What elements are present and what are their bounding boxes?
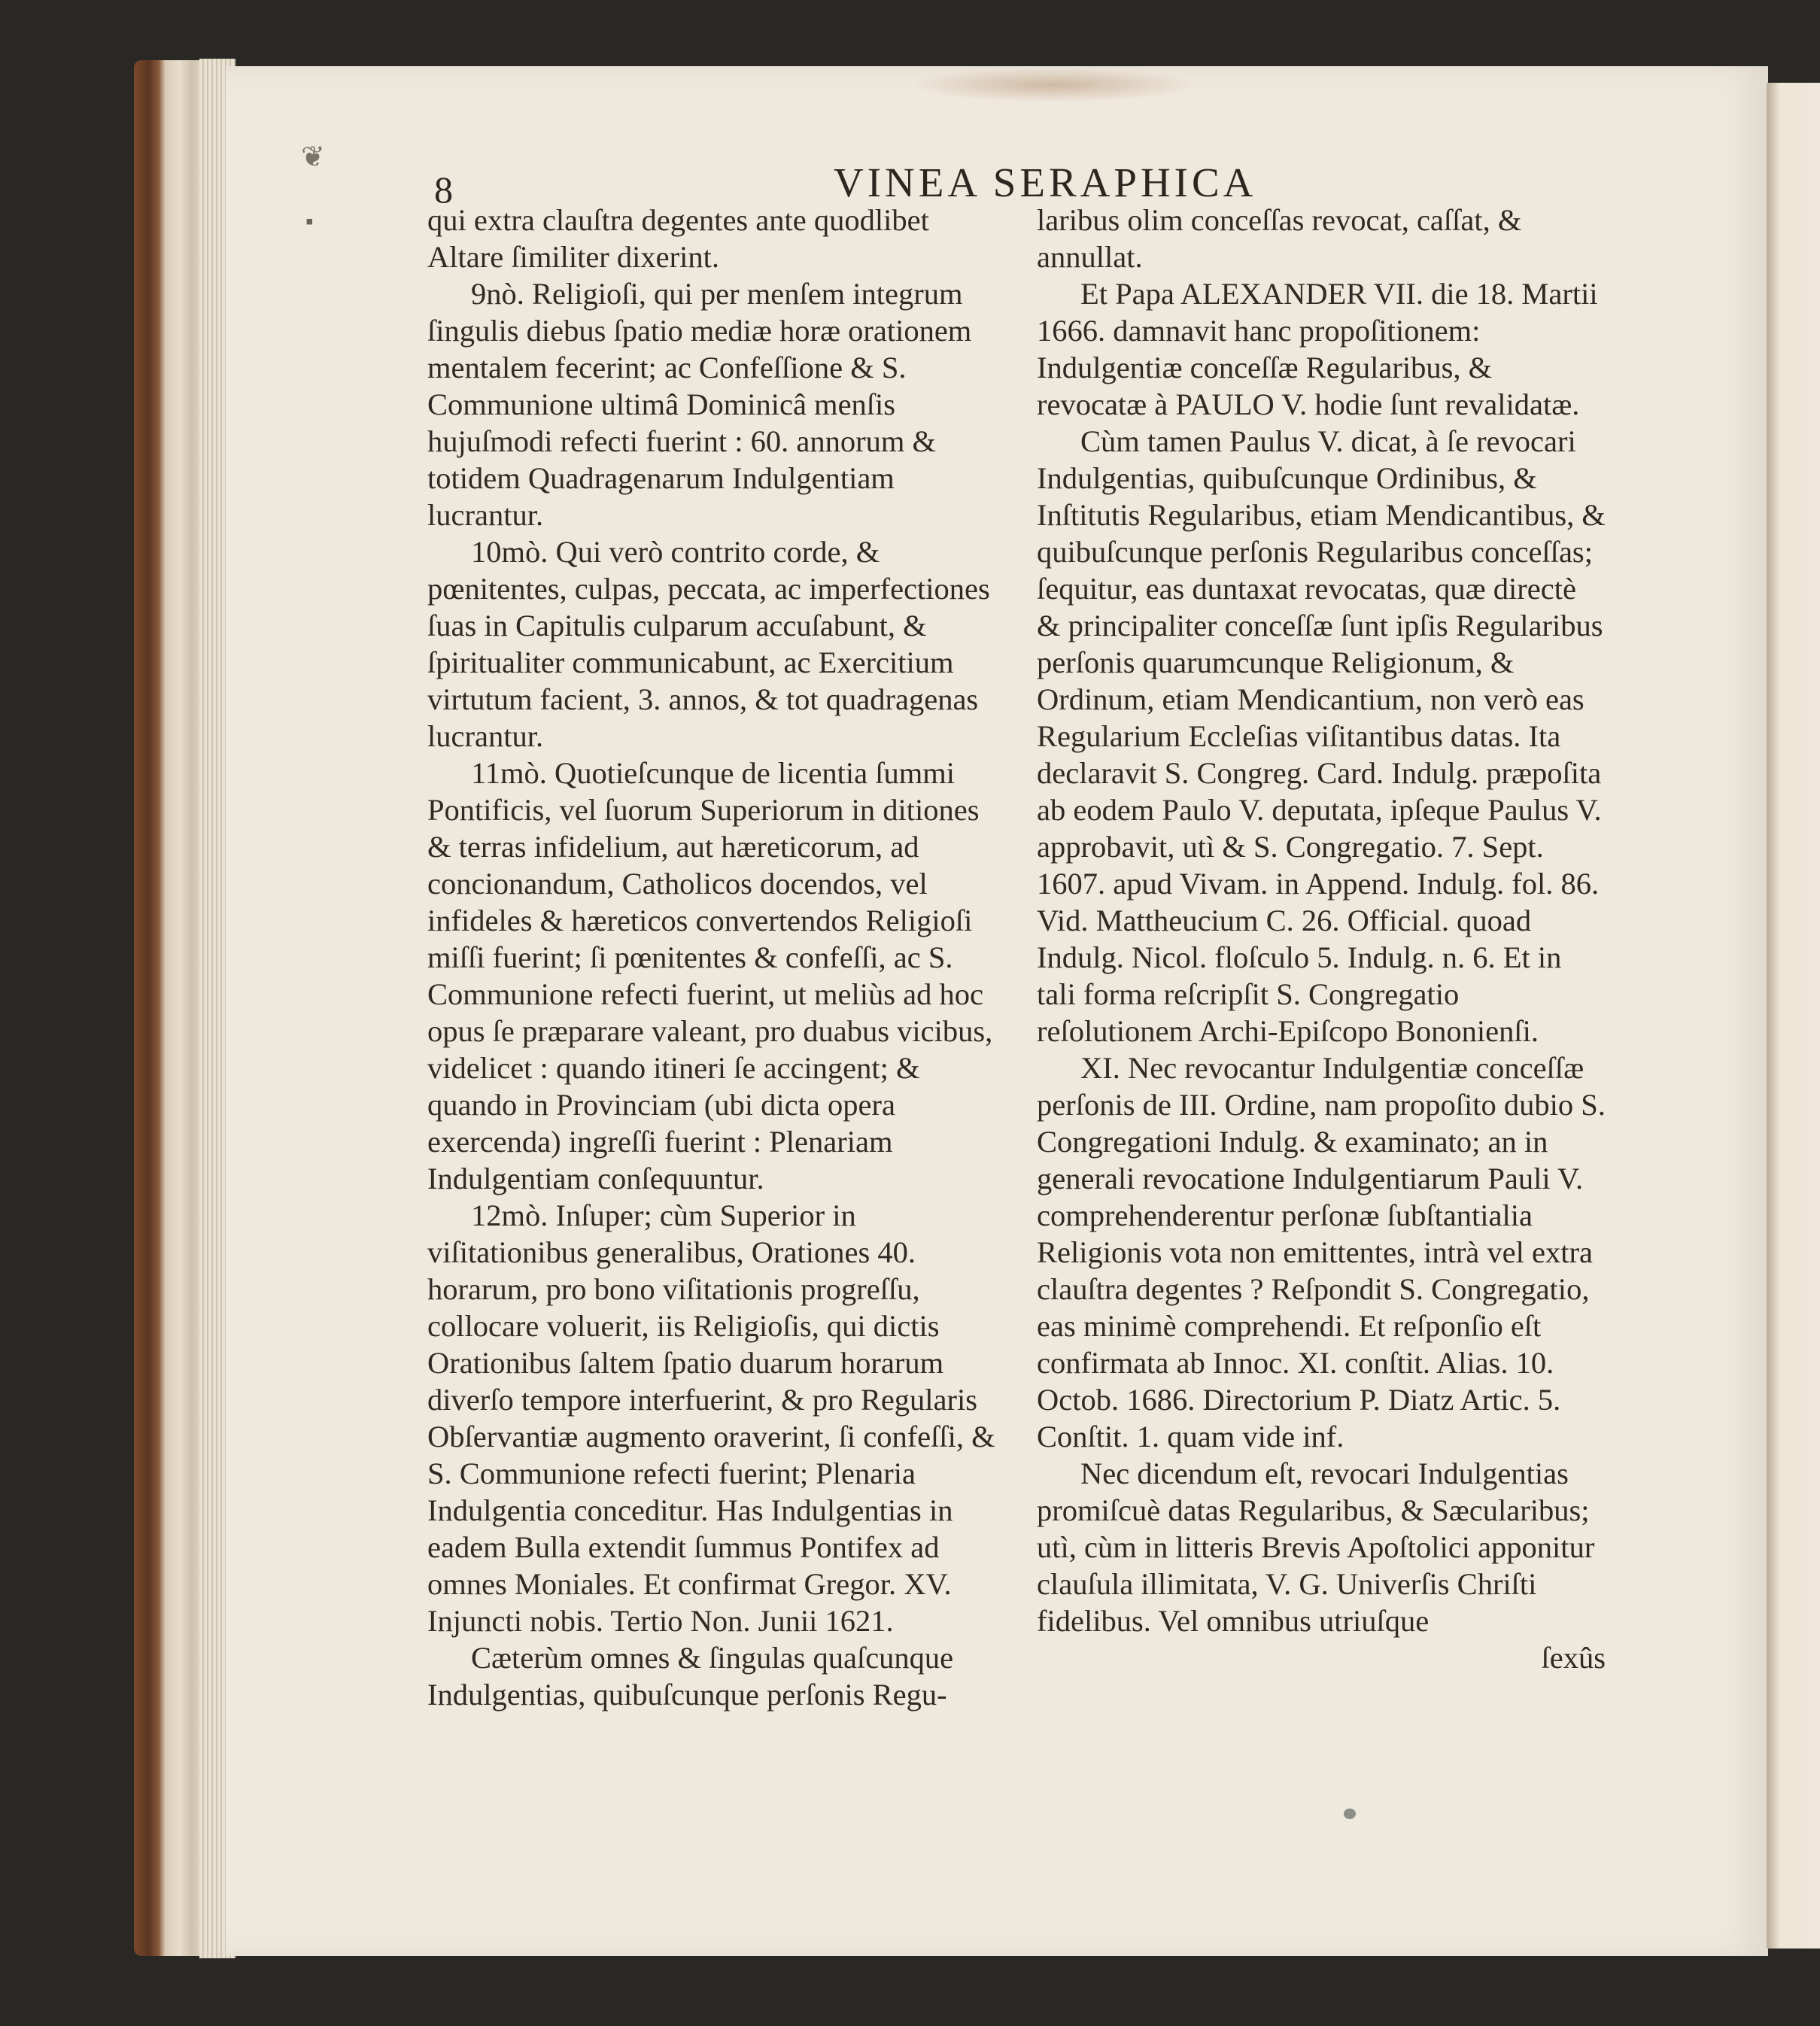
- paragraph: Et Papa ALEXANDER VII. die 18. Martii 1666. damnavit hanc propoſitionem: Indulgentiæ conceſſæ Regularibus, & revocatæ à PAULO V. hodie ſunt revalidatæ.: [1037, 277, 1598, 421]
- left-column: [427, 202, 1007, 1713]
- paper-speck: [1344, 1809, 1356, 1819]
- paragraph: 10mò. Qui verò contrito corde, & pœnitentes, culpas, peccata, ac imperfectiones ſuas in Capitulis culparum accuſabunt, & ſpiritualiter communicabunt, ac Exercitium virtutum facient, 3. annos, & tot quadragenas lucrantur.: [427, 535, 990, 753]
- paragraph: 12mò. Inſuper; cùm Superior in viſitationibus generalibus, Orationes 40. horarum, pro bono viſitationis progreſſu, collocare voluerit, iis Religioſis, qui dictis Orationibus ſaltem ſpatio duarum horarum diverſo tempore interfuerint, & pro Regularis Obſervantiæ augmento oraverint, ſi confeſſi, & S. Communione refecti fuerint; Plenaria Indulgentia conceditur. Has Indulgentias in eadem Bulla extendit ſummus Pontifex ad omnes Moniales. Et confirmat Gregor. XV. Injuncti nobis. Tertio Non. Junii 1621.: [427, 1198, 995, 1638]
- catchword: ſexûs: [1541, 1641, 1606, 1675]
- ornament-icon: ❦: [301, 141, 325, 173]
- paragraph: qui extra clauſtra degentes ante quodlibet Altare ſimiliter dixerint.: [427, 203, 929, 274]
- page-number: 8: [434, 169, 453, 211]
- running-head: VINEA SERAPHICA: [834, 159, 1257, 205]
- paragraph: Cæterùm omnes & ſingulas quaſcunque Indulgentias, quibuſcunque perſonis Regu-: [427, 1641, 954, 1712]
- water-stain: [910, 68, 1196, 102]
- paragraph: Cùm tamen Paulus V. dicat, à ſe revocari Indulgentias, quibuſcunque Ordinibus, & Inſtitutis Regularibus, etiam Mendicantibus, & quibuſcunque perſonis Regularibus conceſſas; ſequitur, eas duntaxat revocatas, quæ directè & principaliter conceſſæ ſunt ipſis Regularibus perſonis quarumcunque Religionum, & Ordinum, etiam Mendicantium, non verò eas Regularium Eccleſias viſitantibus datas. Ita declaravit S. Congreg. Card. Indulg. præpoſita ab eodem Paulo V. deputata, ipſeque Paulus V. approbavit, utì & S. Congregatio. 7. Sept. 1607. apud Vivam. in Append. Indulg. fol. 86. Vid. Mattheucium C. 26. Official. quoad Indulg. Nicol. floſculo 5. Indulg. n. 6. Et in tali forma reſcripſit S. Congregatio reſolutionem Archi-Epiſcopo Bononienſi.: [1037, 424, 1606, 1048]
- paragraph: XI. Nec revocantur Indulgentiæ conceſſæ perſonis de III. Ordine, nam propoſito dubio S. Congregationi Indulg. & examinato; an in generali revocatione Indulgentiarum Pauli V. comprehenderentur perſonæ ſubſtantialia Religionis vota non emittentes, intrà vel extra clauſtra degentes ? Reſpondit S. Congregatio, eas minimè comprehendi. Et reſponſio eſt confirmata ab Innoc. XI. conſtit. Alias. 10. Octob. 1686. Directorium P. Diatz Artic. 5. Conſtit. 1. quam vide inf.: [1037, 1051, 1606, 1453]
- paragraph: 11mò. Quotieſcunque de licentia ſummi Pontificis, vel ſuorum Superiorum in ditiones & terras infidelium, aut hæreticorum, ad concionandum, Catholicos docendos, vel infideles & hæreticos convertendos Religioſi miſſi fuerint; ſi pœnitentes & confeſſi, ac S. Communione refecti fuerint, ut meliùs ad hoc opus ſe præparare valeant, pro duabus vicibus, videlicet : quando itineri ſe accingent; & quando in Provinciam (ubi dicta opera exercenda) ingreſſi fuerint : Plenariam Indulgentiam conſequuntur.: [427, 756, 993, 1195]
- paragraph: Nec dicendum eſt, revocari Indulgentias promiſcuè datas Regularibus, & Sæcularibus; utì, cùm in litteris Brevis Apoſtolici apponitur clauſula illimitata, V. G. Univerſis Chriſti fidelibus. Vel omnibus utriuſque: [1037, 1456, 1595, 1638]
- paragraph: laribus olim conceſſas revocat, caſſat, & annullat.: [1037, 203, 1522, 274]
- facing-page-edge: [1767, 83, 1820, 1949]
- margin-mark: ▪: [305, 209, 314, 234]
- paragraph: 9nò. Religioſi, qui per menſem integrum ſingulis diebus ſpatio mediæ horæ orationem mentalem fecerint; ac Confeſſione & S. Communione ultimâ Dominicâ menſis hujuſmodi refecti fuerint : 60. annorum & totidem Quadragenarum Indulgentiam lucrantur.: [427, 277, 972, 532]
- right-column: [1037, 202, 1606, 1676]
